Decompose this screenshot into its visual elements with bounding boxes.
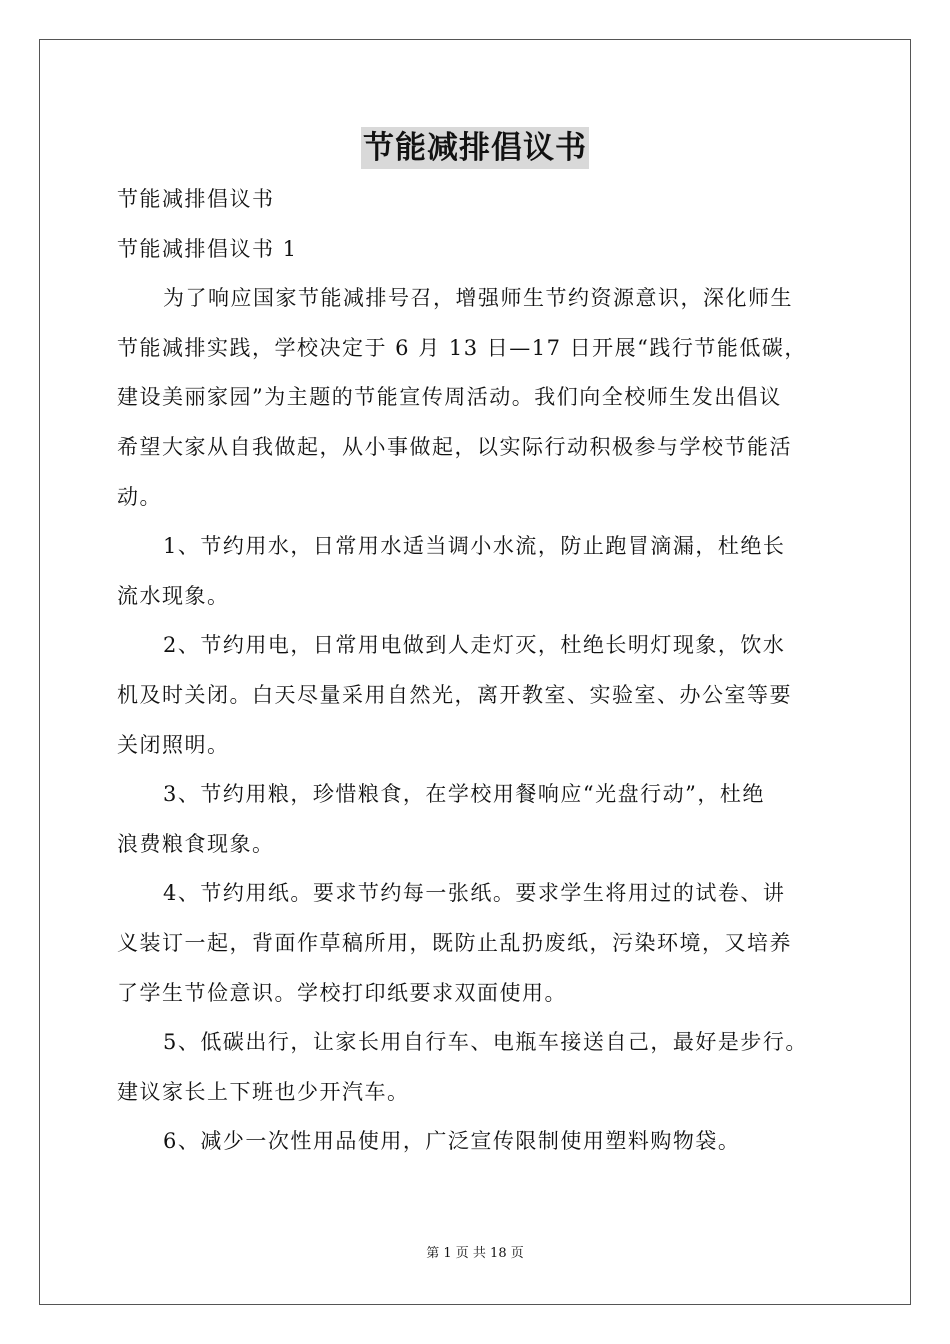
list-item-line: 了学生节俭意识。学校打印纸要求双面使用。 xyxy=(117,980,567,1005)
list-item-line: 3、节约用粮，珍惜粮食，在学校用餐响应“光盘行动”，杜绝 xyxy=(163,782,765,807)
list-item-line: 1、节约用水，日常用水适当调小水流，防止跑冒滴漏，杜绝长 xyxy=(163,534,786,559)
list-item-line: 2、节约用电，日常用电做到人走灯灭，杜绝长明灯现象，饮水 xyxy=(163,633,786,658)
list-item-line: 浪费粮食现象。 xyxy=(117,831,275,856)
list-item-line: 5、低碳出行，让家长用自行车、电瓶车接送自己，最好是步行。 xyxy=(163,1030,808,1055)
subtitle-numbered-line: 节能减排倡议书 1 xyxy=(117,236,298,261)
list-item-line: 义装订一起，背面作草稿所用，既防止乱扔废纸，污染环境，又培养 xyxy=(117,930,792,955)
document-body xyxy=(117,175,847,1167)
list-item-line: 4、节约用纸。要求节约每一张纸。要求学生将用过的试卷、讲 xyxy=(163,881,786,906)
paragraph-line: 为了响应国家节能减排号召，增强师生节约资源意识，深化师生 xyxy=(163,286,793,311)
list-item-line: 6、减少一次性用品使用，广泛宣传限制使用塑料购物袋。 xyxy=(163,1129,741,1154)
list-item-line: 建议家长上下班也少开汽车。 xyxy=(117,1079,410,1104)
title-container xyxy=(0,127,950,169)
subtitle-line: 节能减排倡议书 xyxy=(117,187,275,211)
document-title: 节能减排倡议书 xyxy=(361,127,589,169)
paragraph-line: 建设美丽家园”为主题的节能宣传周活动。我们向全校师生发出倡议 xyxy=(117,385,782,410)
paragraph-line: 节能减排实践，学校决定于 6 月 13 日—17 日开展“践行节能低碳， xyxy=(117,335,807,360)
paragraph-line: 希望大家从自我做起，从小事做起，以实际行动积极参与学校节能活 xyxy=(117,434,792,459)
page-footer: 第 1 页 共 18 页 xyxy=(426,1246,524,1261)
list-item-line: 关闭照明。 xyxy=(117,732,230,757)
paragraph-line: 动。 xyxy=(117,484,162,509)
list-item-line: 机及时关闭。白天尽量采用自然光，离开教室、实验室、办公室等要 xyxy=(117,682,792,707)
list-item-line: 流水现象。 xyxy=(117,583,230,608)
